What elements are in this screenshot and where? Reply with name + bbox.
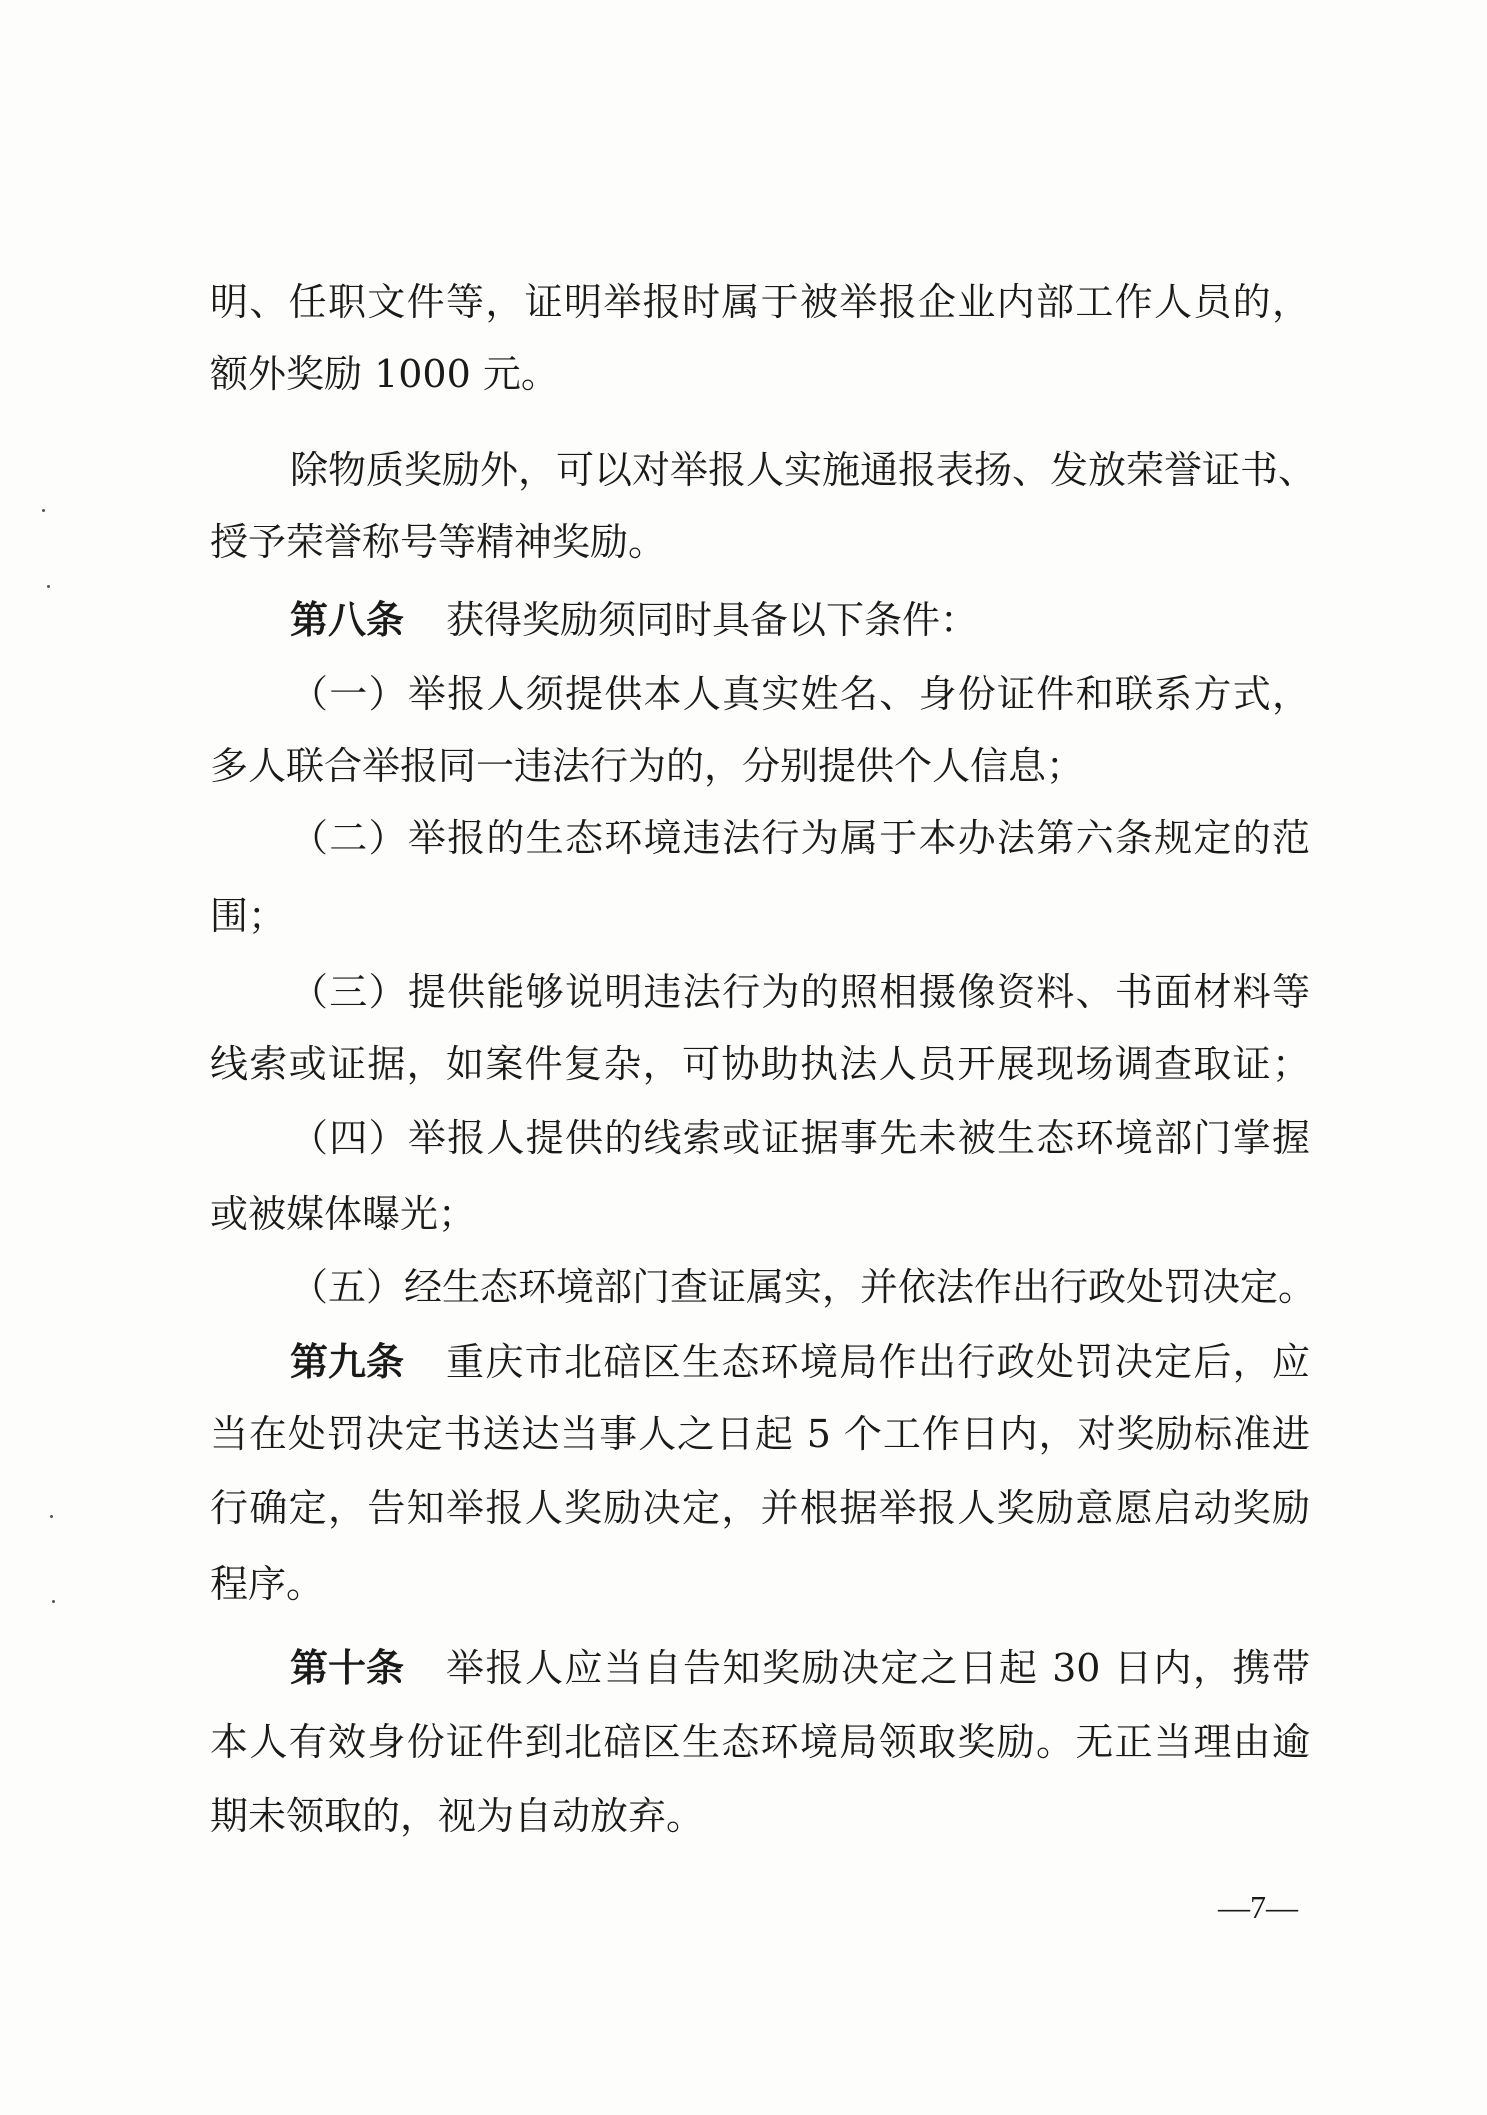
body-line: 行确定，告知举报人奖励决定，并根据举报人奖励意愿启动奖励 xyxy=(210,1486,1310,1530)
body-line: 授予荣誉称号等精神奖励。 xyxy=(210,520,667,564)
condition-4-cont: 或被媒体曝光； xyxy=(210,1192,477,1236)
article-10-text: 举报人应当自告知奖励决定之日起 30 日内，携带 xyxy=(446,1646,1310,1690)
article-8 xyxy=(290,598,978,642)
condition-3-cont: 线索或证据，如案件复杂，可协助执法人员开展现场调查取证； xyxy=(210,1042,1310,1086)
body-line: 本人有效身份证件到北碚区生态环境局领取奖励。无正当理由逾 xyxy=(210,1720,1310,1764)
condition-4: （四）举报人提供的线索或证据事先未被生态环境部门掌握 xyxy=(290,1116,1310,1160)
article-9 xyxy=(290,1340,1310,1384)
condition-5: （五）经生态环境部门查证属实，并依法作出行政处罚决定。 xyxy=(290,1265,1317,1309)
article-9-text: 重庆市北碚区生态环境局作出行政处罚决定后，应 xyxy=(446,1340,1310,1384)
scan-speck xyxy=(52,1600,55,1603)
condition-2-cont: 围； xyxy=(210,894,287,938)
body-line: 当在处罚决定书送达当事人之日起 5 个工作日内，对奖励标准进 xyxy=(210,1412,1310,1456)
body-line: 除物质奖励外，可以对举报人实施通报表扬、发放荣誉证书、 xyxy=(290,448,1317,492)
article-8-heading: 第八条 xyxy=(290,597,405,642)
scan-speck xyxy=(50,1515,53,1518)
article-10 xyxy=(290,1646,1310,1690)
body-line: 额外奖励 1000 元。 xyxy=(210,352,559,396)
body-line: 期未领取的，视为自动放弃。 xyxy=(210,1794,705,1838)
scan-speck xyxy=(47,585,50,588)
article-10-heading: 第十条 xyxy=(290,1645,405,1690)
condition-1: （一）举报人须提供本人真实姓名、身份证件和联系方式， xyxy=(290,672,1310,716)
body-line: 程序。 xyxy=(210,1562,325,1606)
scan-speck xyxy=(42,509,45,512)
article-9-heading: 第九条 xyxy=(290,1339,405,1384)
body-line: 明、任职文件等，证明举报时属于被举报企业内部工作人员的， xyxy=(210,280,1310,324)
condition-2: （二）举报的生态环境违法行为属于本办法第六条规定的范 xyxy=(290,816,1310,860)
page-number: —7— xyxy=(1218,1889,1298,1925)
condition-3: （三）提供能够说明违法行为的照相摄像资料、书面材料等 xyxy=(290,970,1310,1014)
article-8-text: 获得奖励须同时具备以下条件： xyxy=(446,598,979,642)
condition-1-cont: 多人联合举报同一违法行为的，分别提供个人信息； xyxy=(210,744,1085,788)
